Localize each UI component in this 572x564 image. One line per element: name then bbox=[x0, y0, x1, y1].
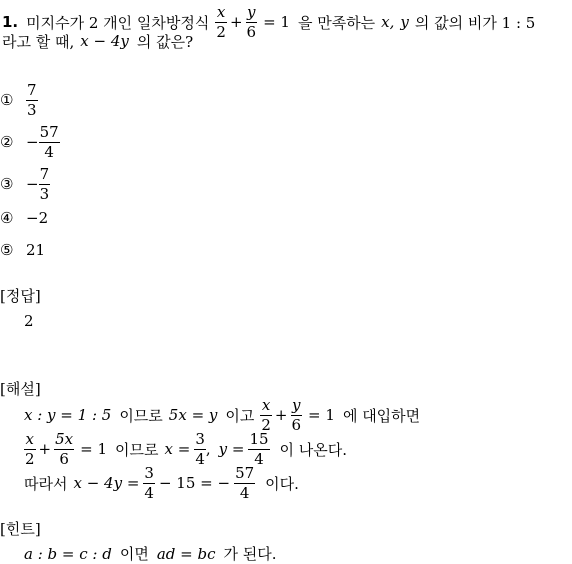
answer-label: [정답] bbox=[0, 287, 41, 305]
choice-2: ② − $\frac{57}{4}$ bbox=[0, 122, 59, 161]
choice-3: ③ − $\frac{7}{3}$ bbox=[0, 164, 50, 203]
choice-4 bbox=[0, 207, 48, 229]
fraction-x-over-2: $\frac{x}{2}$ bbox=[25, 429, 35, 468]
fraction-15-over-4: $\frac{15}{4}$ bbox=[249, 429, 269, 468]
fraction-3-over-4: $\frac{3}{4}$ bbox=[144, 463, 154, 502]
question-line-1: 1. 미지수가 2 개인 일차방정식 $\frac{x}{2}$ + $\frac{y}{6}$ = 1 을 만족하는 x, y 의 값의 비가 1 : 5 bbox=[2, 2, 536, 41]
fraction-5x-over-6: $\frac{5x}{6}$ bbox=[55, 429, 74, 468]
choice-marker: ⑤ bbox=[0, 241, 14, 259]
choice-text: −2 bbox=[26, 209, 49, 227]
choice-marker: ④ bbox=[0, 209, 14, 227]
choice-5 bbox=[0, 239, 45, 261]
fraction-x-over-2: $\frac{x}{2}$ bbox=[261, 395, 271, 434]
question-line-2: 라고 할 때, x − 4y 의 값은? bbox=[2, 32, 194, 51]
question-number: 1. bbox=[2, 13, 19, 31]
choice-1 bbox=[0, 80, 38, 120]
fraction-y-over-6: $\frac{y}{6}$ bbox=[291, 395, 302, 434]
explanation-line-3: 따라서 x − 4y = $\frac{3}{4}$ − 15 = − $\frac{57}{4}$ 이다. bbox=[24, 463, 299, 502]
answer-value: 2 bbox=[24, 312, 34, 330]
hint-line: a : b = c : d 이면 ad = bc 가 된다. bbox=[24, 544, 277, 563]
explanation-line-2: $\frac{x}{2}$ + $\frac{5x}{6}$ = 1 이므로 x = $\frac{3}{4}$ , y = $\frac{15}{4}$ 이 나온다. bbox=[25, 429, 348, 468]
choice-fraction: $\frac{7}{3}$ bbox=[27, 80, 37, 119]
choice-fraction: $\frac{57}{4}$ bbox=[39, 122, 59, 161]
choice-fraction: $\frac{7}{3}$ bbox=[39, 164, 50, 203]
fraction-x-over-2: $\frac{x}{2}$ bbox=[216, 2, 226, 41]
explanation-line-1: x : y = 1 : 5 이므로 5x = y 이고 $\frac{x}{2}$ + $\frac{y}{6}$ = 1 에 대입하면 bbox=[24, 395, 421, 434]
question-text: 미지수가 2 개인 일차방정식 bbox=[26, 13, 210, 32]
choice-marker: ③ bbox=[0, 175, 14, 193]
choice-marker: ① bbox=[0, 91, 14, 109]
hint-label: [힌트] bbox=[0, 520, 41, 538]
fraction-y-over-6: $\frac{y}{6}$ bbox=[246, 2, 257, 41]
choice-text: 21 bbox=[26, 241, 46, 259]
fraction-57-over-4: $\frac{57}{4}$ bbox=[235, 463, 255, 502]
fraction-3-over-4: $\frac{3}{4}$ bbox=[195, 429, 205, 468]
choice-marker: ② bbox=[0, 133, 14, 151]
explanation-label: [해설] bbox=[0, 380, 41, 398]
